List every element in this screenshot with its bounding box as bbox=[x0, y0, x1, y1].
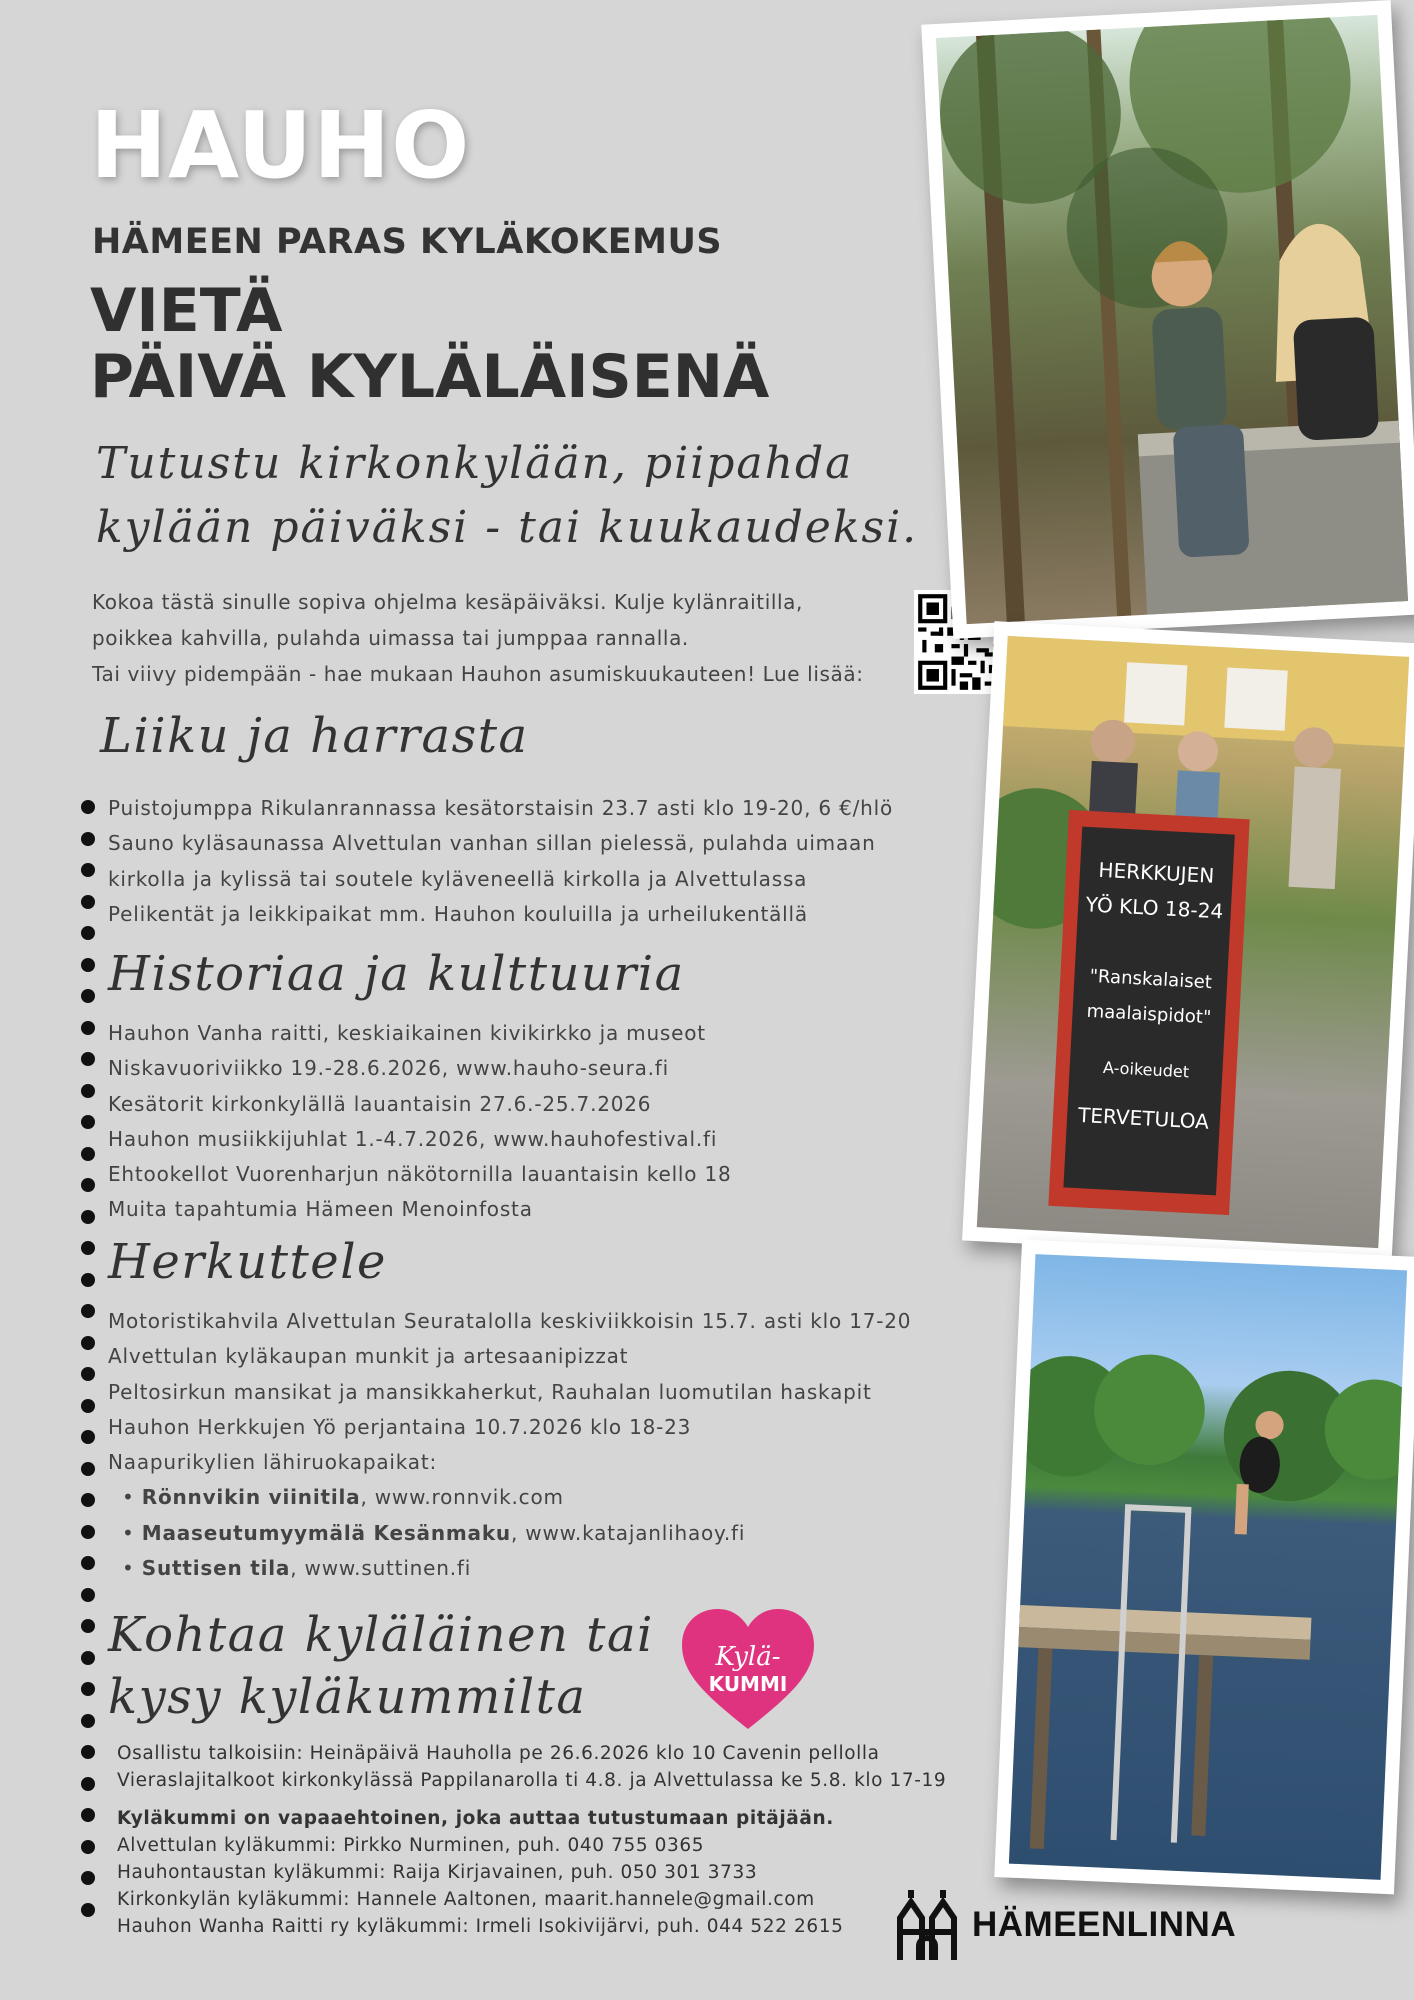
tagline-line-1: Tutustu kirkonkylään, piipahda bbox=[96, 438, 854, 489]
list-historia bbox=[108, 1016, 732, 1228]
section-heading-herkuttele: Herkuttele bbox=[108, 1234, 387, 1290]
bullet-dot bbox=[81, 1304, 95, 1318]
bullet-dot bbox=[81, 1210, 95, 1224]
section-heading-liiku: Liiku ja harrasta bbox=[100, 708, 529, 764]
list-item: Hauhon Herkkujen Yö perjantaina 10.7.2026 klo 18-23 bbox=[108, 1414, 692, 1439]
farm-url[interactable]: , www.suttinen.fi bbox=[290, 1556, 472, 1581]
list-item: Muita tapahtumia Hämeen Menoinfosta bbox=[108, 1197, 533, 1222]
logo-text: HÄMEENLINNA bbox=[972, 1905, 1237, 1944]
list-item: Alvettulan kyläkummi: Pirkko Nurminen, puh. 040 755 0365 bbox=[117, 1835, 705, 1856]
bullet-dot bbox=[81, 1178, 95, 1192]
bullet-dot bbox=[81, 1903, 95, 1917]
bullet-dot bbox=[81, 1273, 95, 1287]
bullet-dot bbox=[81, 1336, 95, 1350]
forest-scene-icon bbox=[936, 15, 1408, 624]
list-item: Hauhon Wanha Raitti ry kyläkummi: Irmeli Isokivijärvi, puh. 044 522 2615 bbox=[117, 1916, 844, 1937]
bullet-dot bbox=[81, 832, 95, 846]
bullet-dot bbox=[81, 1556, 95, 1570]
list-item: Naapurikylien lähiruokapaikat: bbox=[108, 1450, 438, 1475]
castle-icon bbox=[894, 1888, 960, 1962]
farm-url[interactable]: , www.ronnvik.com bbox=[360, 1485, 564, 1510]
sign-line: maalaispidot" bbox=[1086, 1000, 1212, 1029]
sub-list-item: • Suttisen tila, www.suttinen.fi bbox=[122, 1556, 472, 1581]
bullet-dot bbox=[81, 1808, 95, 1822]
list-item: Pelikentät ja leikkipaikat mm. Hauhon kouluilla ja urheilukentällä bbox=[108, 901, 808, 926]
sign-line: A-oikeudet bbox=[1102, 1057, 1190, 1082]
bullet-dot bbox=[81, 1052, 95, 1066]
list-item: Peltosirkun mansikat ja mansikkaherkut, Rauhalan luomutilan haskapit bbox=[108, 1379, 872, 1404]
photo-lake-jump bbox=[994, 1240, 1414, 1895]
kohtaa-heading-line-1: Kohtaa kyläläinen tai bbox=[108, 1607, 654, 1663]
intro-text bbox=[92, 584, 864, 692]
lake-scene-icon bbox=[1009, 1254, 1407, 1880]
list-item: Niskavuoriviikko 19.-28.6.2026, www.hauho-seura.fi bbox=[108, 1056, 670, 1081]
bullet-dot bbox=[81, 1840, 95, 1854]
bullet-dot bbox=[81, 1084, 95, 1098]
list-item: Sauno kyläsaunassa Alvettulan vanhan sillan pielessä, pulahda uimaan bbox=[108, 831, 876, 856]
list-item: Kirkonkylän kyläkummi: Hannele Aaltonen, maarit.hannele@gmail.com bbox=[117, 1889, 815, 1910]
kummi-intro: Kyläkummi on vapaaehtoinen, joka auttaa tutustumaan pitäjään. bbox=[117, 1808, 834, 1829]
sign-line: TERVETULOA bbox=[1077, 1102, 1210, 1134]
photo-herkkujen-sign bbox=[962, 621, 1414, 1263]
intro-line-3: Tai viivy pidempään - hae mukaan Hauhon asumiskuukauteen! Lue lisää: bbox=[92, 662, 864, 686]
sub-list-item: • Maaseutumyymälä Kesänmaku, www.katajanlihaoy.fi bbox=[122, 1520, 746, 1545]
talkoot-text bbox=[117, 1741, 946, 1794]
farm-url[interactable]: , www.katajanlihaoy.fi bbox=[510, 1520, 746, 1545]
headline-line-1: VIETÄ bbox=[90, 276, 283, 346]
bullet-dot bbox=[81, 1147, 95, 1161]
farm-name: Rönnvikin viinitila bbox=[141, 1485, 361, 1510]
bullet-dot bbox=[81, 1588, 95, 1602]
kylakummi-heart-icon bbox=[678, 1605, 818, 1735]
headline-line-2: PÄIVÄ KYLÄLÄISENÄ bbox=[90, 342, 770, 412]
talkoot-line-2: Vieraslajitalkoot kirkonkylässä Pappilanarolla ti 4.8. ja Alvettulassa ke 5.8. klo 17-19 bbox=[117, 1769, 947, 1791]
list-item: Hauhon Vanha raitti, keskiaikainen kivikirkko ja museot bbox=[108, 1021, 706, 1045]
bullet-dot bbox=[81, 989, 95, 1003]
list-item: kirkolla ja kylissä tai soutele kyläveneellä kirkolla ja Alvettulassa bbox=[108, 866, 808, 891]
list-item: Motoristikahvila Alvettulan Seuratalolla keskiviikkoisin 15.7. asti klo 17-20 bbox=[108, 1309, 912, 1333]
bullet-dot bbox=[81, 1462, 95, 1476]
list-liiku bbox=[108, 791, 893, 932]
badge-line-2: KUMMI bbox=[708, 1672, 788, 1696]
list-item: Hauhontaustan kyläkummi: Raija Kirjavainen, puh. 050 301 3733 bbox=[117, 1862, 758, 1883]
bullet-dot bbox=[81, 958, 95, 972]
photo-children-forest bbox=[921, 0, 1414, 639]
headline bbox=[90, 278, 769, 410]
list-item: Puistojumppa Rikulanrannassa kesätorstaisin 23.7 asti klo 19-20, 6 €/hlö bbox=[108, 796, 894, 820]
tagline bbox=[96, 432, 918, 560]
bullet-dot bbox=[81, 863, 95, 877]
intro-line-1: Kokoa tästä sinulle sopiva ohjelma kesäpäiväksi. Kulje kylänraitilla, bbox=[92, 590, 803, 614]
farm-name: Suttisen tila bbox=[141, 1556, 291, 1581]
farm-name: Maaseutumyymälä Kesänmaku bbox=[141, 1520, 511, 1545]
page-title: HAUHO bbox=[90, 92, 471, 199]
list-item: Kesätorit kirkonkylällä lauantaisin 27.6.-25.7.2026 bbox=[108, 1091, 652, 1116]
sign-line: HERKKUJEN bbox=[1097, 857, 1215, 888]
intro-line-2: poikkea kahvilla, pulahda uimassa tai jumppaa rannalla. bbox=[92, 626, 689, 650]
bullet-dot bbox=[81, 1367, 95, 1381]
kummi-list bbox=[117, 1805, 843, 1940]
bullet-dot bbox=[81, 926, 95, 940]
bullet-dot bbox=[81, 1651, 95, 1665]
bullet-dot bbox=[81, 1493, 95, 1507]
badge-line-1: Kylä- bbox=[715, 1642, 781, 1672]
bullet-dot bbox=[81, 1619, 95, 1633]
bullet-dot bbox=[81, 1399, 95, 1413]
list-item: Alvettulan kyläkaupan munkit ja artesaanipizzat bbox=[108, 1344, 629, 1369]
bullet-dot bbox=[81, 1682, 95, 1696]
talkoot-line-1: Osallistu talkoisiin: Heinäpäivä Hauholla pe 26.6.2026 klo 10 Cavenin pellolla bbox=[117, 1743, 880, 1764]
hameenlinna-logo[interactable] bbox=[894, 1888, 1236, 1962]
bullet-dot bbox=[81, 1871, 95, 1885]
list-herkuttele bbox=[108, 1304, 911, 1586]
bullet-dot bbox=[81, 1241, 95, 1255]
bullet-dot bbox=[81, 1021, 95, 1035]
list-item: Hauhon musiikkijuhlat 1.-4.7.2026, www.hauhofestival.fi bbox=[108, 1126, 718, 1151]
section-heading-historia: Historiaa ja kulttuuria bbox=[108, 946, 685, 1002]
bullet-dot bbox=[81, 1430, 95, 1444]
kohtaa-heading-line-2: kysy kyläkummilta bbox=[108, 1669, 587, 1725]
bullet-dot bbox=[81, 1745, 95, 1759]
bullet-dot bbox=[81, 895, 95, 909]
sign-line: "Ranskalaiset bbox=[1089, 965, 1213, 994]
bullet-dot bbox=[81, 800, 95, 814]
sub-list-item: • Rönnvikin viinitila, www.ronnvik.com bbox=[122, 1485, 564, 1510]
bullet-dot bbox=[81, 1115, 95, 1129]
sign-line: YÖ KLO 18-24 bbox=[1085, 892, 1224, 924]
section-heading-kohtaa bbox=[108, 1604, 654, 1728]
sign-scene-icon bbox=[977, 636, 1409, 1248]
page-subtitle: HÄMEEN PARAS KYLÄKOKEMUS bbox=[92, 222, 723, 262]
bullet-dot bbox=[81, 1777, 95, 1791]
tagline-line-2: kylään päiväksi - tai kuukaudeksi. bbox=[96, 502, 919, 553]
bullet-dot bbox=[81, 1714, 95, 1728]
list-item: Ehtookellot Vuorenharjun näkötornilla lauantaisin kello 18 bbox=[108, 1162, 732, 1187]
bullet-dot bbox=[81, 1525, 95, 1539]
